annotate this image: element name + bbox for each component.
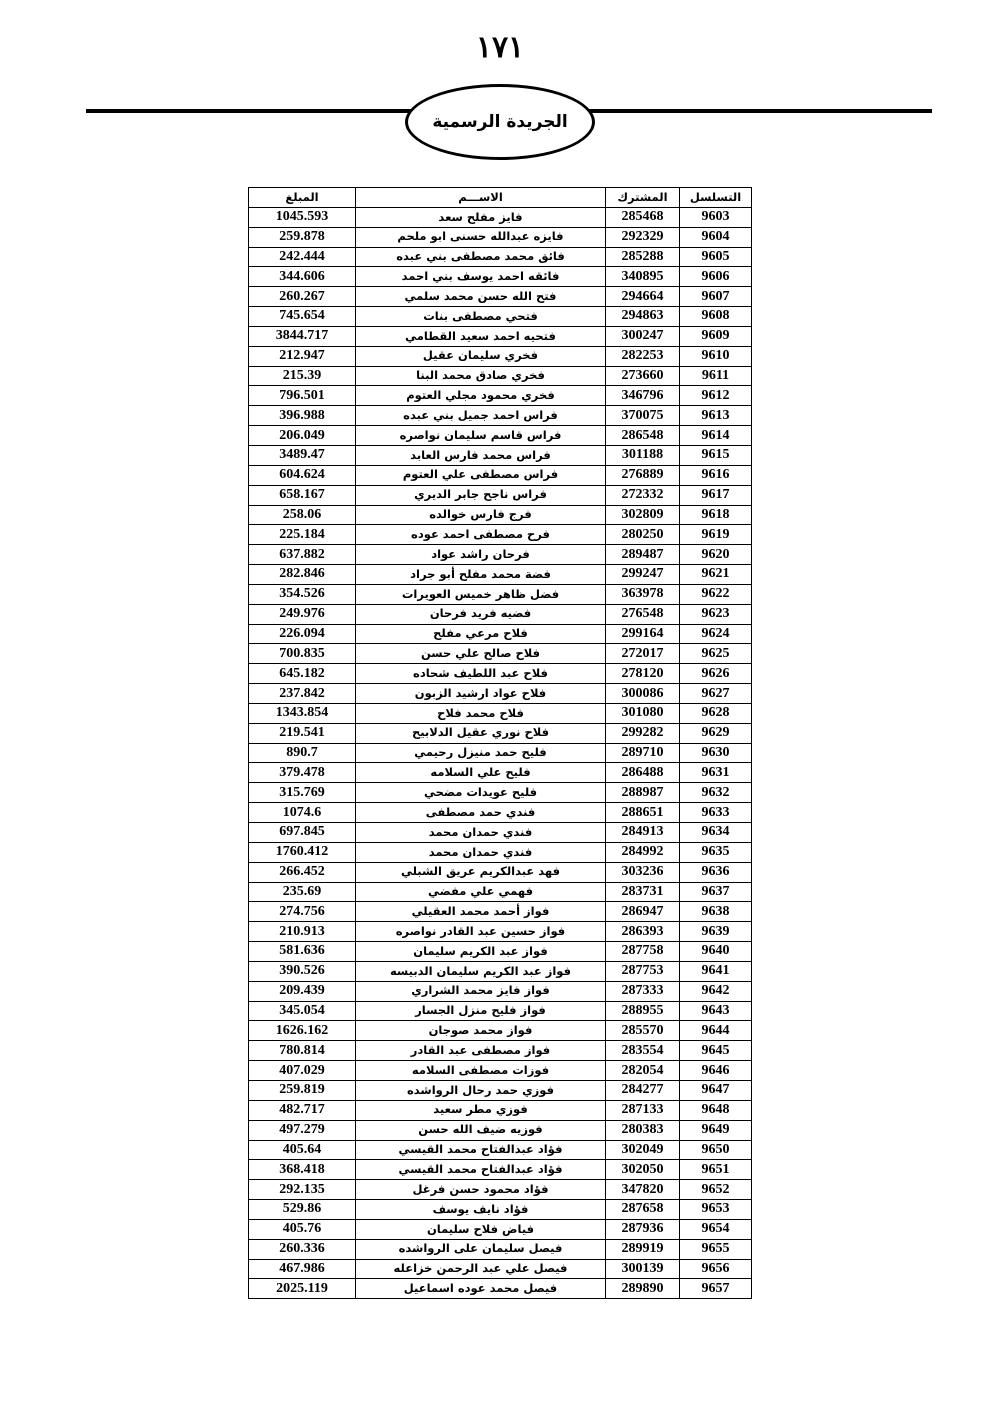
table-row [249, 366, 752, 386]
table-row [249, 346, 752, 366]
amount-cell: 1760.412 [249, 842, 356, 862]
amount-cell: 396.988 [249, 406, 356, 426]
name-cell: فيصل محمد عوده اسماعيل [356, 1279, 606, 1299]
name-cell: فوزي حمد رحال الرواشده [356, 1080, 606, 1100]
amount-cell: 697.845 [249, 823, 356, 843]
serial-cell: 9623 [680, 604, 752, 624]
serial-cell: 9614 [680, 426, 752, 446]
serial-cell: 9637 [680, 882, 752, 902]
amount-cell: 745.654 [249, 307, 356, 327]
table-row [249, 723, 752, 743]
name-cell: فؤاد نايف يوسف [356, 1200, 606, 1220]
amount-cell: 1045.593 [249, 207, 356, 227]
amount-cell: 1626.162 [249, 1021, 356, 1041]
name-cell: فلاح محمد فلاح [356, 703, 606, 723]
name-cell: فليح علي السلامه [356, 763, 606, 783]
amount-cell: 206.049 [249, 426, 356, 446]
amount-cell: 645.182 [249, 664, 356, 684]
column-header-amount: المبلغ [249, 188, 356, 208]
table-row [249, 703, 752, 723]
amount-cell: 796.501 [249, 386, 356, 406]
table-row [249, 981, 752, 1001]
amount-cell: 700.835 [249, 644, 356, 664]
table-row [249, 862, 752, 882]
subscriber-cell: 283731 [606, 882, 680, 902]
subscriber-cell: 286488 [606, 763, 680, 783]
serial-cell: 9604 [680, 227, 752, 247]
amount-cell: 529.86 [249, 1200, 356, 1220]
subscriber-cell: 294863 [606, 307, 680, 327]
amount-cell: 226.094 [249, 624, 356, 644]
serial-cell: 9656 [680, 1259, 752, 1279]
serial-cell: 9657 [680, 1279, 752, 1299]
name-cell: فندي حمدان محمد [356, 842, 606, 862]
name-cell: فتحي مصطفى بنات [356, 307, 606, 327]
name-cell: فضيه فريد فرحان [356, 604, 606, 624]
name-cell: فخري محمود مجلي العتوم [356, 386, 606, 406]
subscriber-cell: 288987 [606, 783, 680, 803]
amount-cell: 210.913 [249, 922, 356, 942]
subscriber-cell: 283554 [606, 1041, 680, 1061]
table-row [249, 307, 752, 327]
table-row [249, 207, 752, 227]
name-cell: فضة محمد مفلح أبو جراد [356, 565, 606, 585]
table-row [249, 1180, 752, 1200]
name-cell: فراس قاسم سليمان نواصره [356, 426, 606, 446]
name-cell: فلاح نوري عقيل الدلابيح [356, 723, 606, 743]
amount-cell: 1074.6 [249, 803, 356, 823]
amount-cell: 345.054 [249, 1001, 356, 1021]
table-row [249, 1200, 752, 1220]
name-cell: فراس محمد فارس العابد [356, 445, 606, 465]
serial-cell: 9639 [680, 922, 752, 942]
table-row [249, 545, 752, 565]
name-cell: فلاح عواد ارشيد الزبون [356, 684, 606, 704]
amount-cell: 497.279 [249, 1120, 356, 1140]
table-row [249, 1120, 752, 1140]
subscriber-cell: 346796 [606, 386, 680, 406]
amount-cell: 344.606 [249, 267, 356, 287]
table-row [249, 445, 752, 465]
name-cell: فياض فلاح سليمان [356, 1219, 606, 1239]
serial-cell: 9635 [680, 842, 752, 862]
table-body [249, 207, 752, 1298]
amount-cell: 780.814 [249, 1041, 356, 1061]
subscriber-cell: 278120 [606, 664, 680, 684]
subscriber-cell: 288955 [606, 1001, 680, 1021]
name-cell: فواز فايز محمد الشراري [356, 981, 606, 1001]
amount-cell: 209.439 [249, 981, 356, 1001]
name-cell: فواز فليح منزل الجسار [356, 1001, 606, 1021]
serial-cell: 9640 [680, 942, 752, 962]
name-cell: فؤاد عبدالفتاح محمد القيسي [356, 1140, 606, 1160]
serial-cell: 9636 [680, 862, 752, 882]
serial-cell: 9641 [680, 961, 752, 981]
name-cell: فيصل سليمان على الرواشده [356, 1239, 606, 1259]
serial-cell: 9632 [680, 783, 752, 803]
subscriber-cell: 276548 [606, 604, 680, 624]
serial-cell: 9627 [680, 684, 752, 704]
column-header-name: الاســـم [356, 188, 606, 208]
subscriber-cell: 347820 [606, 1180, 680, 1200]
amount-cell: 405.76 [249, 1219, 356, 1239]
table-row [249, 287, 752, 307]
name-cell: فتحيه احمد سعيد القطامي [356, 326, 606, 346]
amount-cell: 219.541 [249, 723, 356, 743]
table-row [249, 783, 752, 803]
amount-cell: 407.029 [249, 1061, 356, 1081]
serial-cell: 9644 [680, 1021, 752, 1041]
amount-cell: 259.819 [249, 1080, 356, 1100]
subscriber-cell: 287133 [606, 1100, 680, 1120]
serial-cell: 9610 [680, 346, 752, 366]
subscriber-cell: 294664 [606, 287, 680, 307]
name-cell: فراس ناجح جابر الديري [356, 485, 606, 505]
table-row [249, 1001, 752, 1021]
subscriber-cell: 276889 [606, 465, 680, 485]
table-row [249, 326, 752, 346]
payments-table [248, 187, 752, 1299]
table-row [249, 604, 752, 624]
serial-cell: 9622 [680, 584, 752, 604]
amount-cell: 259.878 [249, 227, 356, 247]
table-row [249, 386, 752, 406]
amount-cell: 354.526 [249, 584, 356, 604]
amount-cell: 658.167 [249, 485, 356, 505]
subscriber-cell: 284913 [606, 823, 680, 843]
table-row [249, 803, 752, 823]
amount-cell: 482.717 [249, 1100, 356, 1120]
subscriber-cell: 303236 [606, 862, 680, 882]
name-cell: فراس مصطفى علي العتوم [356, 465, 606, 485]
amount-cell: 212.947 [249, 346, 356, 366]
serial-cell: 9603 [680, 207, 752, 227]
table-row [249, 922, 752, 942]
table-row [249, 1100, 752, 1120]
table-row [249, 1021, 752, 1041]
serial-cell: 9630 [680, 743, 752, 763]
serial-cell: 9620 [680, 545, 752, 565]
name-cell: فندي حمدان محمد [356, 823, 606, 843]
amount-cell: 260.336 [249, 1239, 356, 1259]
table-row [249, 267, 752, 287]
subscriber-cell: 292329 [606, 227, 680, 247]
name-cell: فلاح صالح علي حسن [356, 644, 606, 664]
name-cell: فيصل علي عبد الرحمن خزاعله [356, 1259, 606, 1279]
amount-cell: 2025.119 [249, 1279, 356, 1299]
payments-table-container [248, 187, 751, 1299]
amount-cell: 258.06 [249, 505, 356, 525]
subscriber-cell: 289710 [606, 743, 680, 763]
serial-cell: 9629 [680, 723, 752, 743]
masthead-title: الجريدة الرسمية [432, 112, 568, 132]
table-row [249, 882, 752, 902]
column-header-subscriber: المشترك [606, 188, 680, 208]
subscriber-cell: 282253 [606, 346, 680, 366]
serial-cell: 9631 [680, 763, 752, 783]
table-row [249, 584, 752, 604]
name-cell: فراس احمد جميل بني عبده [356, 406, 606, 426]
serial-cell: 9619 [680, 525, 752, 545]
subscriber-cell: 280383 [606, 1120, 680, 1140]
serial-cell: 9628 [680, 703, 752, 723]
subscriber-cell: 300139 [606, 1259, 680, 1279]
amount-cell: 260.267 [249, 287, 356, 307]
serial-cell: 9651 [680, 1160, 752, 1180]
name-cell: فواز أحمد محمد العقيلي [356, 902, 606, 922]
subscriber-cell: 302809 [606, 505, 680, 525]
table-row [249, 485, 752, 505]
serial-cell: 9626 [680, 664, 752, 684]
amount-cell: 390.526 [249, 961, 356, 981]
name-cell: فرحان راشد عواد [356, 545, 606, 565]
name-cell: فواز حسين عبد القادر نواصره [356, 922, 606, 942]
amount-cell: 3844.717 [249, 326, 356, 346]
subscriber-cell: 289919 [606, 1239, 680, 1259]
amount-cell: 890.7 [249, 743, 356, 763]
serial-cell: 9638 [680, 902, 752, 922]
amount-cell: 368.418 [249, 1160, 356, 1180]
name-cell: فتح الله حسن محمد سلمي [356, 287, 606, 307]
name-cell: فهمي علي مفضي [356, 882, 606, 902]
name-cell: فوزي مطر سعيد [356, 1100, 606, 1120]
subscriber-cell: 284992 [606, 842, 680, 862]
subscriber-cell: 285288 [606, 247, 680, 267]
name-cell: فواز محمد صوجان [356, 1021, 606, 1041]
subscriber-cell: 299282 [606, 723, 680, 743]
subscriber-cell: 302050 [606, 1160, 680, 1180]
table-row [249, 1041, 752, 1061]
subscriber-cell: 300086 [606, 684, 680, 704]
subscriber-cell: 288651 [606, 803, 680, 823]
serial-cell: 9624 [680, 624, 752, 644]
table-row [249, 426, 752, 446]
table-row [249, 406, 752, 426]
table-row [249, 664, 752, 684]
name-cell: فخري سليمان عقيل [356, 346, 606, 366]
amount-cell: 3489.47 [249, 445, 356, 465]
table-row [249, 684, 752, 704]
subscriber-cell: 272017 [606, 644, 680, 664]
amount-cell: 1343.854 [249, 703, 356, 723]
table-row [249, 1219, 752, 1239]
table-row [249, 247, 752, 267]
serial-cell: 9609 [680, 326, 752, 346]
name-cell: فؤاد محمود حسن فرغل [356, 1180, 606, 1200]
amount-cell: 274.756 [249, 902, 356, 922]
subscriber-cell: 302049 [606, 1140, 680, 1160]
serial-cell: 9648 [680, 1100, 752, 1120]
subscriber-cell: 280250 [606, 525, 680, 545]
table-row [249, 942, 752, 962]
amount-cell: 282.846 [249, 565, 356, 585]
table-row [249, 1279, 752, 1299]
name-cell: فضل ظاهر خميس العويرات [356, 584, 606, 604]
amount-cell: 379.478 [249, 763, 356, 783]
amount-cell: 581.636 [249, 942, 356, 962]
amount-cell: 235.69 [249, 882, 356, 902]
table-row [249, 842, 752, 862]
name-cell: فواز مصطفى عبد القادر [356, 1041, 606, 1061]
serial-cell: 9608 [680, 307, 752, 327]
subscriber-cell: 287658 [606, 1200, 680, 1220]
name-cell: فرج فارس خوالده [356, 505, 606, 525]
serial-cell: 9618 [680, 505, 752, 525]
amount-cell: 249.976 [249, 604, 356, 624]
amount-cell: 467.986 [249, 1259, 356, 1279]
amount-cell: 315.769 [249, 783, 356, 803]
serial-cell: 9615 [680, 445, 752, 465]
subscriber-cell: 273660 [606, 366, 680, 386]
serial-cell: 9654 [680, 1219, 752, 1239]
amount-cell: 266.452 [249, 862, 356, 882]
amount-cell: 215.39 [249, 366, 356, 386]
masthead-oval [405, 84, 595, 160]
serial-cell: 9612 [680, 386, 752, 406]
name-cell: فرح مصطفى احمد عوده [356, 525, 606, 545]
name-cell: فايز مفلح سعد [356, 207, 606, 227]
name-cell: فوزيه ضيف الله حسن [356, 1120, 606, 1140]
subscriber-cell: 287753 [606, 961, 680, 981]
serial-cell: 9646 [680, 1061, 752, 1081]
serial-cell: 9634 [680, 823, 752, 843]
subscriber-cell: 340895 [606, 267, 680, 287]
subscriber-cell: 301080 [606, 703, 680, 723]
serial-cell: 9652 [680, 1180, 752, 1200]
subscriber-cell: 287758 [606, 942, 680, 962]
serial-cell: 9611 [680, 366, 752, 386]
table-row [249, 961, 752, 981]
table-row [249, 624, 752, 644]
table-row [249, 743, 752, 763]
table-row [249, 505, 752, 525]
name-cell: فليح عويدات مضحي [356, 783, 606, 803]
serial-cell: 9607 [680, 287, 752, 307]
serial-cell: 9633 [680, 803, 752, 823]
table-row [249, 644, 752, 664]
table-row [249, 902, 752, 922]
subscriber-cell: 285468 [606, 207, 680, 227]
name-cell: فواز عبد الكريم سليمان الدبيسه [356, 961, 606, 981]
serial-cell: 9645 [680, 1041, 752, 1061]
serial-cell: 9642 [680, 981, 752, 1001]
subscriber-cell: 286548 [606, 426, 680, 446]
subscriber-cell: 272332 [606, 485, 680, 505]
subscriber-cell: 299164 [606, 624, 680, 644]
serial-cell: 9643 [680, 1001, 752, 1021]
name-cell: فائقه احمد يوسف بني احمد [356, 267, 606, 287]
name-cell: فهد عبدالكريم عريق الشبلي [356, 862, 606, 882]
subscriber-cell: 370075 [606, 406, 680, 426]
subscriber-cell: 282054 [606, 1061, 680, 1081]
serial-cell: 9649 [680, 1120, 752, 1140]
name-cell: فخري صادق محمد البنا [356, 366, 606, 386]
column-header-serial: التسلسل [680, 188, 752, 208]
table-row [249, 763, 752, 783]
subscriber-cell: 300247 [606, 326, 680, 346]
subscriber-cell: 284277 [606, 1080, 680, 1100]
table-row [249, 1160, 752, 1180]
subscriber-cell: 287333 [606, 981, 680, 1001]
amount-cell: 225.184 [249, 525, 356, 545]
name-cell: فؤاد عبدالفتاح محمد القيسي [356, 1160, 606, 1180]
serial-cell: 9647 [680, 1080, 752, 1100]
serial-cell: 9621 [680, 565, 752, 585]
serial-cell: 9616 [680, 465, 752, 485]
table-row [249, 1061, 752, 1081]
serial-cell: 9613 [680, 406, 752, 426]
page-number: ١٧١ [475, 30, 525, 65]
amount-cell: 637.882 [249, 545, 356, 565]
serial-cell: 9655 [680, 1239, 752, 1259]
subscriber-cell: 286393 [606, 922, 680, 942]
name-cell: فلاح مرعي مفلح [356, 624, 606, 644]
amount-cell: 604.624 [249, 465, 356, 485]
name-cell: فلاح عبد اللطيف شحاده [356, 664, 606, 684]
subscriber-cell: 287936 [606, 1219, 680, 1239]
serial-cell: 9606 [680, 267, 752, 287]
name-cell: فواز عبد الكريم سليمان [356, 942, 606, 962]
subscriber-cell: 301188 [606, 445, 680, 465]
table-row [249, 525, 752, 545]
serial-cell: 9605 [680, 247, 752, 267]
table-row [249, 227, 752, 247]
amount-cell: 242.444 [249, 247, 356, 267]
table-row [249, 565, 752, 585]
name-cell: فوزات مصطفى السلامه [356, 1061, 606, 1081]
name-cell: فايزه عبدالله حسنى ابو ملحم [356, 227, 606, 247]
subscriber-cell: 286947 [606, 902, 680, 922]
name-cell: فائق محمد مصطفى بني عبده [356, 247, 606, 267]
serial-cell: 9617 [680, 485, 752, 505]
name-cell: فندي حمد مصطفى [356, 803, 606, 823]
subscriber-cell: 363978 [606, 584, 680, 604]
amount-cell: 237.842 [249, 684, 356, 704]
serial-cell: 9650 [680, 1140, 752, 1160]
table-row [249, 1140, 752, 1160]
table-header-row [249, 188, 752, 208]
subscriber-cell: 289890 [606, 1279, 680, 1299]
serial-cell: 9625 [680, 644, 752, 664]
table-row [249, 823, 752, 843]
table-row [249, 1239, 752, 1259]
table-row [249, 1259, 752, 1279]
table-row [249, 1080, 752, 1100]
serial-cell: 9653 [680, 1200, 752, 1220]
subscriber-cell: 289487 [606, 545, 680, 565]
table-row [249, 465, 752, 485]
name-cell: فليح حمد منيزل رحيمي [356, 743, 606, 763]
amount-cell: 292.135 [249, 1180, 356, 1200]
subscriber-cell: 285570 [606, 1021, 680, 1041]
amount-cell: 405.64 [249, 1140, 356, 1160]
subscriber-cell: 299247 [606, 565, 680, 585]
